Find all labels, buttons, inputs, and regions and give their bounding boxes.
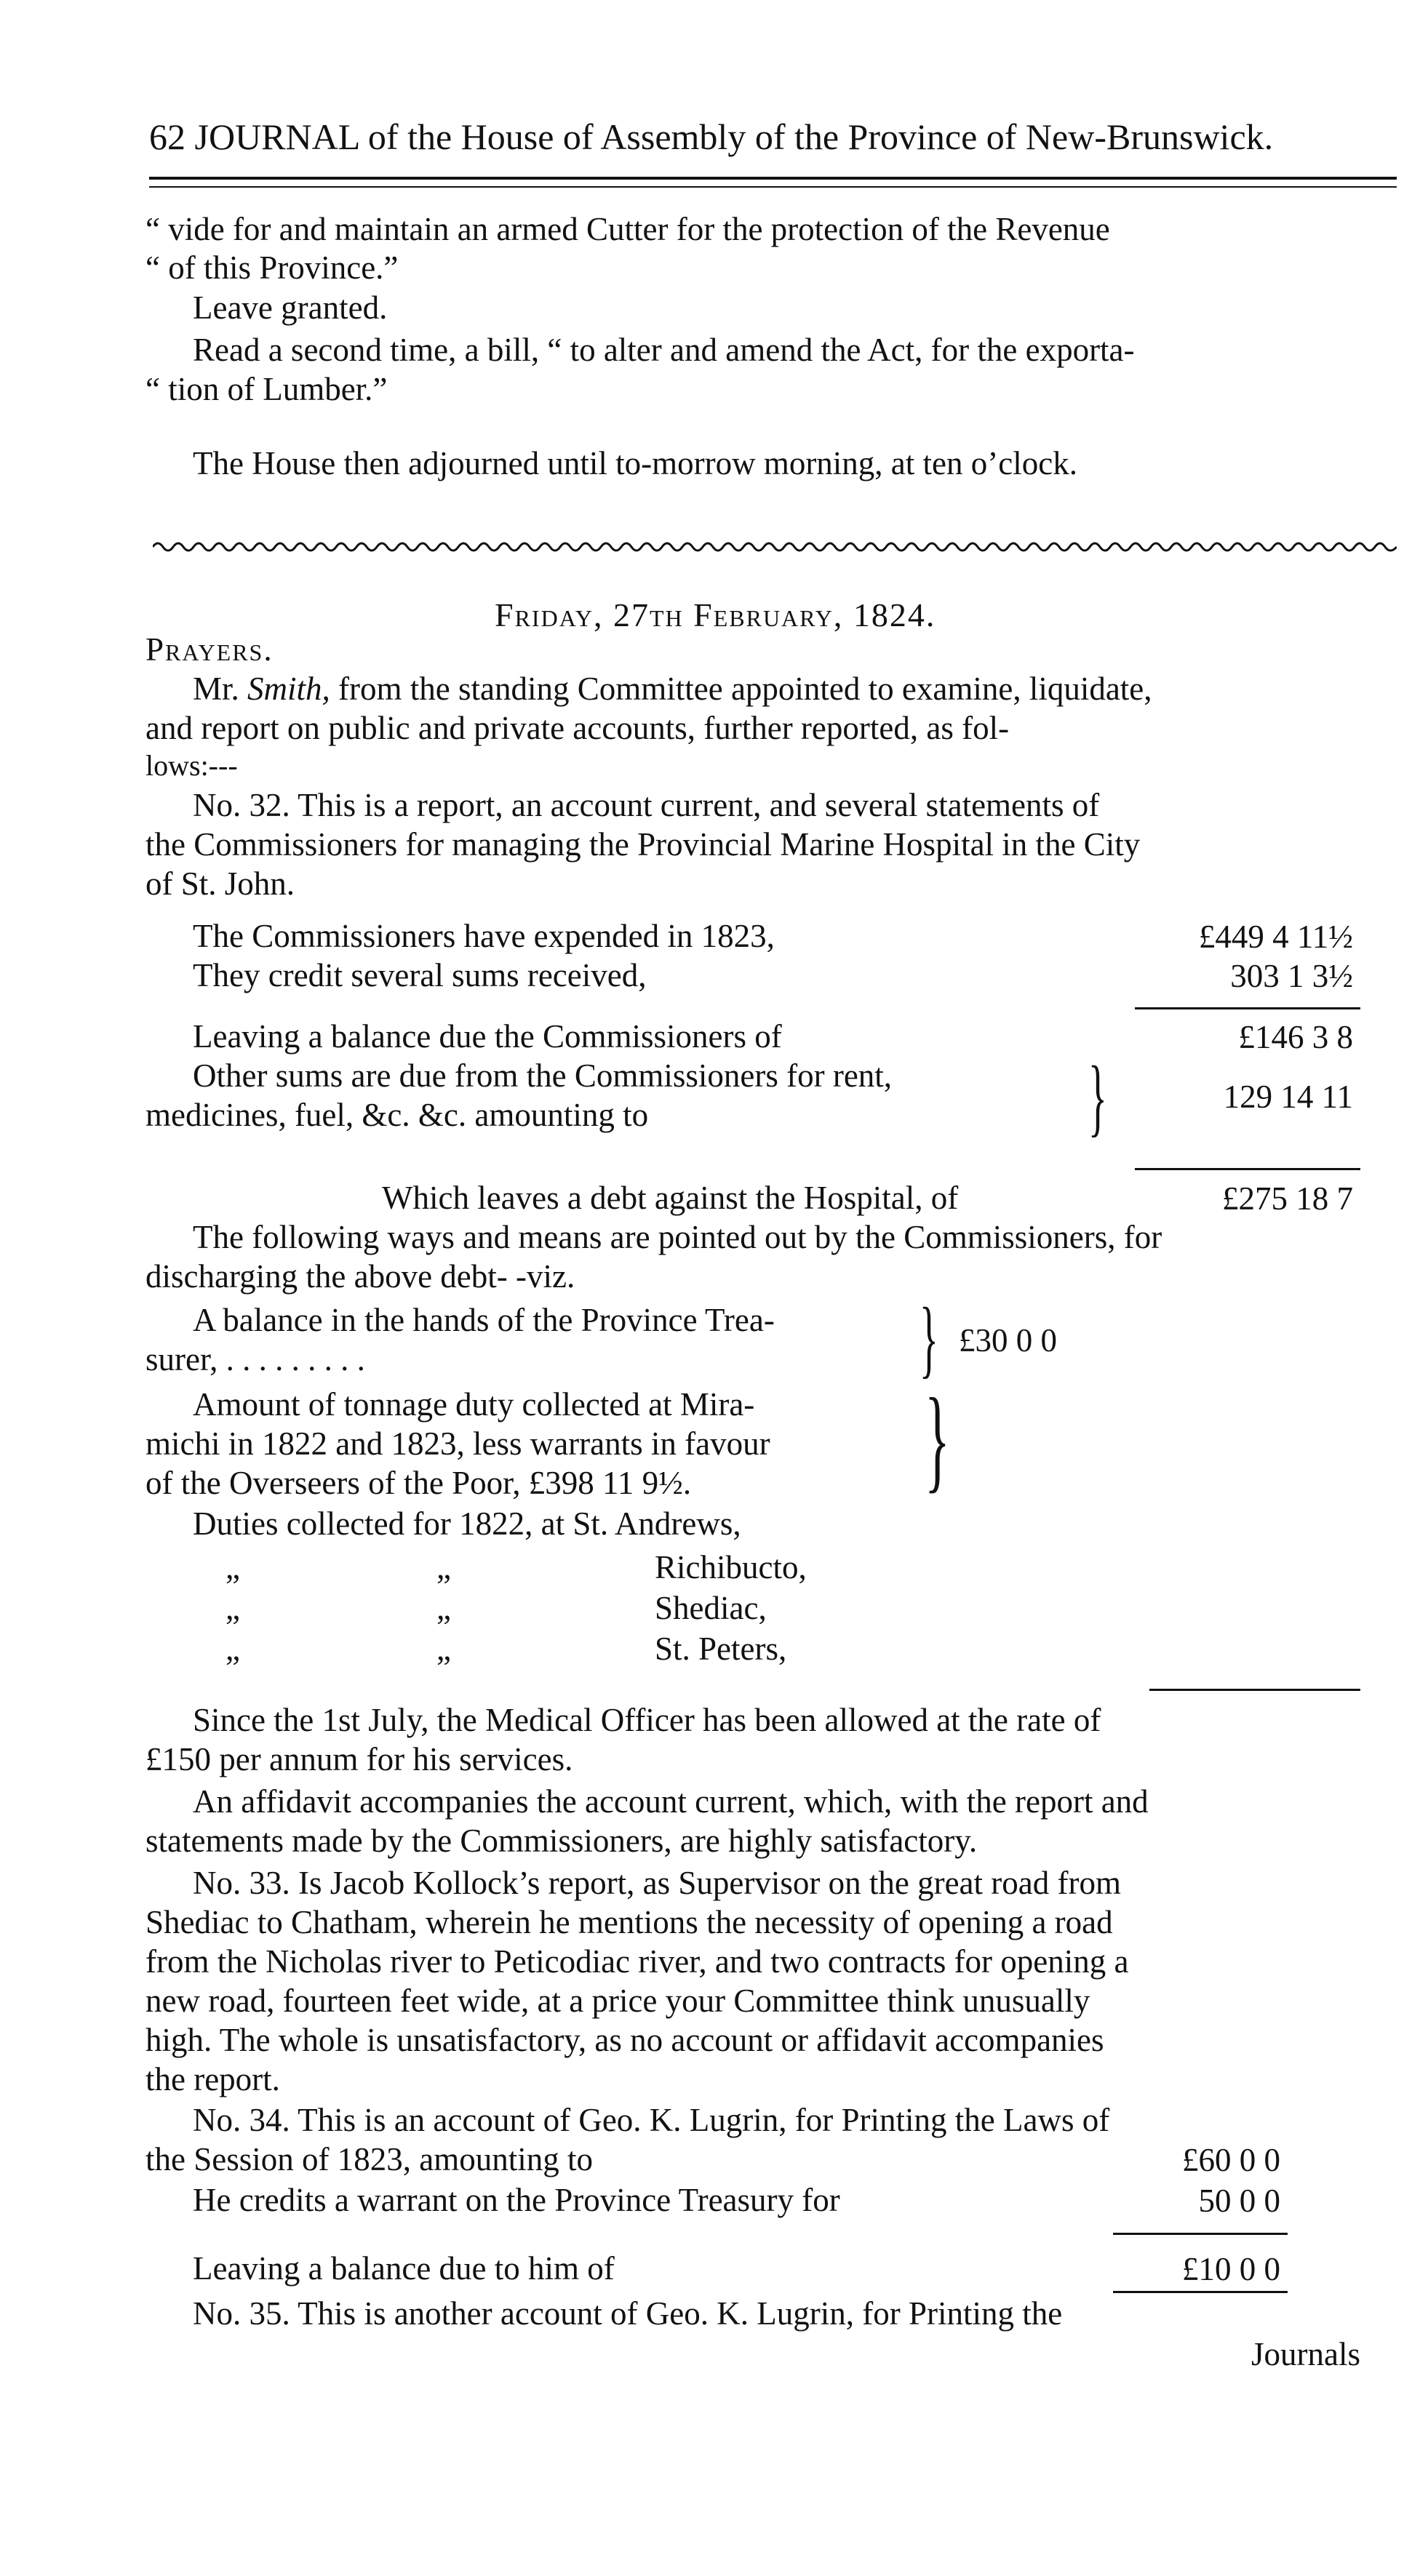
treasurer-balance-line-1: A balance in the hands of the Province Trea-	[193, 1302, 775, 1338]
committee-line-1	[193, 671, 1152, 708]
adjournment-line: The House then adjourned until to-morrow morning, at ten o’clock.	[193, 445, 1077, 481]
no33-line-2: Shediac to Chatham, wherein he mentions the necessity of opening a road	[145, 1904, 1113, 1940]
expended-label: The Commissioners have expended in 1823,	[193, 918, 775, 954]
debt-amount: £275 18 7	[1222, 1180, 1353, 1217]
sum-rule-5	[1113, 2291, 1288, 2293]
no34-credit-label: He credits a warrant on the Province Treasury for	[193, 2182, 840, 2218]
debt-label: Which leaves a debt against the Hospital, of	[382, 1180, 959, 1216]
leave-granted: Leave granted.	[193, 289, 388, 326]
affidavit-line-1: An affidavit accompanies the account current, which, with the report and	[193, 1783, 1149, 1820]
tonnage-line-2: michi in 1822 and 1823, less warrants in favour	[145, 1425, 770, 1462]
no34-line-2: the Session of 1823, amounting to	[145, 2141, 593, 2177]
committee-line-1-rest: from the standing Committee appointed to examine, liquidate,	[330, 671, 1152, 707]
brace-other-sums: }	[1088, 1048, 1107, 1145]
treasurer-balance-amount: £30 0 0	[959, 1322, 1057, 1359]
catchword: Journals	[1251, 2336, 1360, 2372]
ditto-mark: „	[436, 1549, 451, 1585]
credit-amount: 303 1 3½	[1230, 958, 1353, 994]
page-header	[149, 116, 1273, 159]
no33-line-5: high. The whole is unsatisfactory, as no account or affidavit accompanies	[145, 2022, 1104, 2058]
no32-line-2: the Commissioners for managing the Provincial Marine Hospital in the City	[145, 826, 1141, 863]
no33-line-4: new road, fourteen feet wide, at a price your Committee think unusually	[145, 1983, 1090, 2019]
no34-line-1: No. 34. This is an account of Geo. K. Lugrin, for Printing the Laws of	[193, 2102, 1110, 2138]
sum-rule-3	[1149, 1689, 1360, 1691]
committee-member-name: Smith,	[247, 671, 330, 707]
duties-st-peters: St. Peters,	[655, 1631, 787, 1667]
ditto-mark: „	[436, 1590, 451, 1626]
prayers-heading: Prayers.	[145, 631, 274, 668]
no34-balance-label: Leaving a balance due to him of	[193, 2250, 615, 2287]
medical-line-1: Since the 1st July, the Medical Officer has been allowed at the rate of	[193, 1702, 1101, 1738]
second-reading-line-1: Read a second time, a bill, “ to alter and amend the Act, for the exporta-	[193, 332, 1135, 368]
duties-shediac: Shediac,	[655, 1590, 767, 1626]
sum-rule-4	[1113, 2233, 1288, 2235]
no33-line-6: the report.	[145, 2061, 280, 2097]
expended-amount: £449 4 11½	[1198, 919, 1353, 955]
ditto-mark: „	[436, 1631, 451, 1667]
sum-rule-2	[1135, 1168, 1360, 1170]
no32-line-3: of St. John.	[145, 865, 295, 902]
ditto-mark: „	[226, 1631, 240, 1667]
no34-credit-amount: 50 0 0	[1198, 2183, 1280, 2219]
no33-line-1: No. 33. Is Jacob Kollock’s report, as Supervisor on the great road from	[193, 1865, 1121, 1901]
cutter-line-1: “ vide for and maintain an armed Cutter for the protection of the Revenue	[145, 211, 1110, 247]
no34-balance-amount: £10 0 0	[1182, 2251, 1280, 2287]
credit-label: They credit several sums received,	[193, 957, 647, 993]
page-number: 62	[149, 116, 186, 157]
wavy-divider	[153, 538, 1397, 556]
committee-line-2: and report on public and private accounts, further reported, as fol-	[145, 710, 1010, 746]
tonnage-line-3: of the Overseers of the Poor, £398 11 9½.	[145, 1465, 692, 1501]
sum-rule-1	[1135, 1007, 1360, 1009]
other-sums-amount: 129 14 11	[1223, 1079, 1353, 1115]
header-rule-bottom	[149, 186, 1397, 188]
other-sums-line-1: Other sums are due from the Commissioners for rent,	[193, 1057, 893, 1094]
no33-line-3: from the Nicholas river to Peticodiac river, and two contracts for opening a	[145, 1943, 1129, 1980]
tonnage-line-1: Amount of tonnage duty collected at Mira-	[193, 1386, 755, 1423]
ditto-mark: „	[226, 1549, 240, 1585]
medical-line-2: £150 per annum for his services.	[145, 1741, 573, 1777]
no32-line-1: No. 32. This is a report, an account current, and several statements of	[193, 787, 1100, 823]
running-title: JOURNAL of the House of Assembly of the Province of New-Brunswick.	[194, 116, 1274, 157]
committee-line-3: lows:---	[145, 749, 238, 782]
second-reading-line-2: “ tion of Lumber.”	[145, 371, 388, 407]
affidavit-line-2: statements made by the Commissioners, are highly satisfactory.	[145, 1823, 978, 1859]
duties-st-andrews: Duties collected for 1822, at St. Andrews,	[193, 1505, 741, 1542]
balance-label: Leaving a balance due the Commissioners of	[193, 1018, 782, 1055]
ways-means-line-1: The following ways and means are pointed out by the Commissioners, for	[193, 1219, 1162, 1255]
ditto-mark: „	[226, 1590, 240, 1626]
brace-tonnage: }	[925, 1374, 950, 1503]
treasurer-balance-line-2: surer, . . . . . . . . .	[145, 1341, 365, 1377]
brace-treasurer: }	[919, 1289, 938, 1386]
balance-amount: £146 3 8	[1238, 1019, 1353, 1055]
duties-richibucto: Richibucto,	[655, 1549, 807, 1585]
header-rule-top	[149, 177, 1397, 180]
other-sums-line-2: medicines, fuel, &c. &c. amounting to	[145, 1097, 649, 1133]
day-heading: Friday, 27th February, 1824.	[495, 596, 936, 633]
no35-line-1: No. 35. This is another account of Geo. K. Lugrin, for Printing the	[193, 2295, 1063, 2332]
no34-amount: £60 0 0	[1182, 2142, 1280, 2178]
ways-means-line-2: discharging the above debt- -viz.	[145, 1258, 575, 1295]
committee-mr: Mr.	[193, 671, 248, 707]
cutter-line-2: “ of this Province.”	[145, 249, 399, 286]
